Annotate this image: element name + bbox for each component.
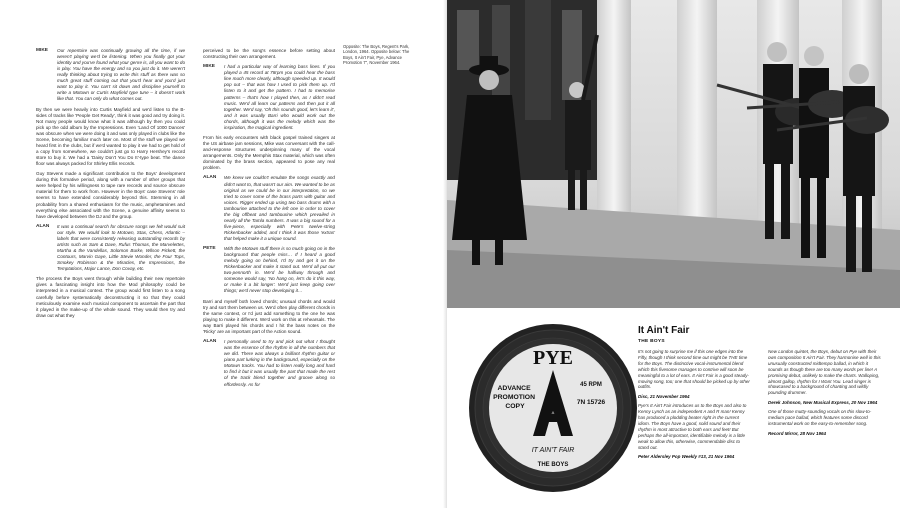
body-paragraph: perceived to be the song's essence before setting about constructing their own arrangement. <box>203 48 335 60</box>
interview-quote <box>36 224 185 272</box>
right-page <box>447 0 900 508</box>
speaker-name: ALAN <box>203 339 217 345</box>
label-catalogue: 7N 15726 <box>576 399 606 406</box>
quote-text: We knew we couldn't emulate the songs exactly and didn't want to, that wasn't our aim. We wanted to be as original as we could be in our interpretation, so we tried to cover some of the brass parts with guitar and voices. Rigger ended up using two bass drums with a tambourine attached to the left one in order to cover the big offbeat and tambourine which prevailed in nearly all the Tamla numbers. It was a big sound for a five-piece, especially with Pete's twelve-string Rickenbacker added, and I think it was those 'extras' that helped make it a unique sound. <box>224 175 335 241</box>
band-photo-illustration <box>447 0 900 308</box>
review-title: It Ain't Fair <box>638 325 690 336</box>
speaker-name: ALAN <box>36 223 50 229</box>
quote-text: With the Motown stuff there is so much going on in the background that people miss… If I heard a good melody going on behind, I'd try and get it on the Rickenbacker and make it stand out. We'd all put our two-pennorth in. We'd be halfway through and someone would say, 'No hang on, let's do it this way, or make it a bit longer'. We'd just keep going over things; we'd never stop developing it… <box>224 246 335 294</box>
label-side: A <box>551 410 555 415</box>
quote-text: I personally used to try and pick out what I thought was the essence of the rhythm in all the numbers that we did. There was always a brilliant rhythm guitar or piano part lurking in the background, especially on the Motown tracks. You had to listen really long and hard to find it but it was usually the part that made the rest of the track blend together and groove along so effortlessly. As for <box>224 339 335 387</box>
body-paragraph: From his early encounters with black gospel trained singers at the US airbase jam sessions, Mike was conversant with the call-and-response structures underpinning many of the vocal arrangements. Only the Memphis Stax material, which was often dominated by the brass section, appeared to pose any real problem. <box>203 134 335 171</box>
label-rpm: 45 RPM <box>580 382 602 388</box>
review-source: Peter Aldersley Pop Weekly #13, 21 Nov 1964 <box>638 454 735 460</box>
label-promo-line: PROMOTION <box>493 394 536 401</box>
interview-quote <box>203 246 335 294</box>
review-column-2 <box>768 349 883 440</box>
quote-text: I had a particular way of learning bass lines. If you played a 45 record at 78rpm you could hear the bass line much more clearly, although speeded up. It would pop out – that was how I used to pick them up. I'd listen to it and get the pattern. I had to memorise patterns – that's how I played then, as I didn't read music. We'd all learn our patterns and then put it all together. We'd say, 'Oh this sounds good, let's learn it', and it was usually Barri who would work out the chords, although it was the melody which was the inspiration, the magical ingredient. <box>224 64 335 130</box>
label-artist: THE BOYS <box>537 462 569 468</box>
review-source: Derek Johnson, New Musical Express, 20 Nov 1964 <box>768 399 878 405</box>
interview-quote <box>203 175 335 242</box>
photo-caption: Opposite: The Boys, Regent's Park, London, 1964. Opposite below: The Boys, It Ain't Fair, Pye, Advance Promotion 7", November 1964. <box>343 44 410 66</box>
body-paragraph: The process the Boys went through while building their new repertoire gives a fascinating insight into how the Mod philosophy could be interpreted in a musical context. The group would first listen to a song carefully before systematically deconstructing it so that they could meticulously examine each musical component to ascertain the part that it played in the make-up of the whole sound. They would then try and draw out what they <box>36 276 185 318</box>
vinyl-record <box>469 318 637 498</box>
interview-quote <box>36 48 185 102</box>
interview-quote <box>203 64 335 131</box>
label-promo-line: COPY <box>505 403 525 410</box>
body-paragraph: Guy Stevens made a significant contribution to the Boys' development during this formative period, along with a number of other groups that were helped by his willingness to tape rare records and source obscure material for them to work from. However in the Boys' case Stevens' role seems to have extended considerably beyond this. Stemming in all probability from a shared enthusiasm for the music, amphetamines and everything else associated with the Scene, a genuine affinity seems to have developed between the DJ and the group. <box>36 171 185 219</box>
interview-quote <box>203 339 335 387</box>
review-text: New London quintet, the Boys, debut on Pye with their own composition It Ain't Fair. They harmonise well in this unusually constructed midtempo ballad, in which it sounds as though there are too many words per line! A promising debut, unlikely to make the charts. Walloping, almost gallop, rhythm for I Want You. Lead singer is showcased to a background of chanting and wildly pounding drummer. <box>768 349 881 396</box>
label-promo-line: ADVANCE <box>497 385 531 392</box>
review-text: One of those mutty-sounding vocals on this slow-to-medium pace ballad, which features some discord instrumental work on the easy-to-remember song. <box>768 409 872 427</box>
label-song: IT AIN'T FAIR <box>531 447 575 454</box>
review-source: Disc, 21 November 1964 <box>638 393 690 399</box>
left-page <box>0 0 447 508</box>
record-label-image <box>469 318 637 498</box>
label-brand: PYE <box>533 347 573 369</box>
review-subtitle: THE BOYS <box>638 339 665 344</box>
band-photo <box>447 0 900 308</box>
speaker-name: MIKE <box>36 48 48 53</box>
review-text: It's not going to surprise me if this one edges into the Fifty, though I think second time out might be THE time for the Boys. The distinctive vocal-instrumental blend which this fivesome manages to contrive will soon be meaningful to a lot of ears. It Ain't Fair is a good steady-moving song, too; one that should be picked up by other outfits. <box>638 349 750 390</box>
review-text: Pye's It Ain't Fair introduces us to the Boys and also to Kenny Lynch as an independent A and R man! Kenny has produced a plodding beater right in the current idiom. The Boys have a good, solid sound and their rhythm is most attractive to both ears and feet! But perhaps the all-important, identifiable melody is a little weak to allow this, otherwise, commendable disc to stand out. <box>638 403 747 450</box>
speaker-name: MIKE <box>203 64 215 70</box>
text-column-1 <box>36 48 185 323</box>
text-column-2 <box>203 48 335 392</box>
review-column-1 <box>638 349 750 464</box>
review-source: Record Mirror, 28 Nov 1964 <box>768 430 827 436</box>
quote-text: Our repertoire was continually growing all the time, if we weren't playing we'd be listening. When you finally got your identity and you've found what your genre is, all you want to do is play. You have the energy and so you just do it. We weren't really thinking about trying to write this stuff as there was so much great stuff coming out that you'd hear and you'd just want to play it. You can't sit down and discipline yourself to write a Motown or Curtis Mayfield type tune – it doesn't work like that. You can only do what comes out. <box>57 48 185 102</box>
speaker-name: ALAN <box>203 175 217 181</box>
quote-text: It was a continual search for obscure songs we felt would suit our style. We would look to Motown, Stax, Chess, Atlantic – labels that were consistently releasing outstanding records by artists such as Sam & Dave, Rufus Thomas, the Marvelettes, Martha & the Vandellas, Solomon Burke, Wilson Pickett, the Contours, Marvin Gaye, Little Stevie Wonder, the Four Tops, Smokey Robinson & the Miracles, the Impressions, the Temptations, Major Lance, Don Covay, etc. <box>57 223 185 272</box>
body-paragraph: By then we were heavily into Curtis Mayfield and we'd listen to the B-sides of tracks like 'People Get Ready', think it was good and try doing it. Not many people would know what it was although by then you could pick up the odd album by the Impressions. Even 'Land Of 1000 Dances' was obscure when we were doing it and was only played in clubs like the Scene, becoming familiar much later on. Most of the stuff we played we heard first in the clubs, but if we'd wanted to play it we had to get hold of a copy from somewhere, we couldn't just go to Harry Hershey's record store to buy it. We had a 'Daisy Don't You Do It'-type beat. The dance floor was always packed for Shirley Ellis records. <box>36 106 185 167</box>
body-paragraph: Barri and myself both loved chords; unusual chords and would try and sort them between us. We'd often play different chords in the same context, or I'd just add something to the one he was playing to make it different. We'd work on this at rehearsals. The way Barri played his chords and I hit the bass notes on the 'Ricky' are an important part of the Action sound. <box>203 298 335 334</box>
speaker-name: PETE <box>203 246 216 252</box>
